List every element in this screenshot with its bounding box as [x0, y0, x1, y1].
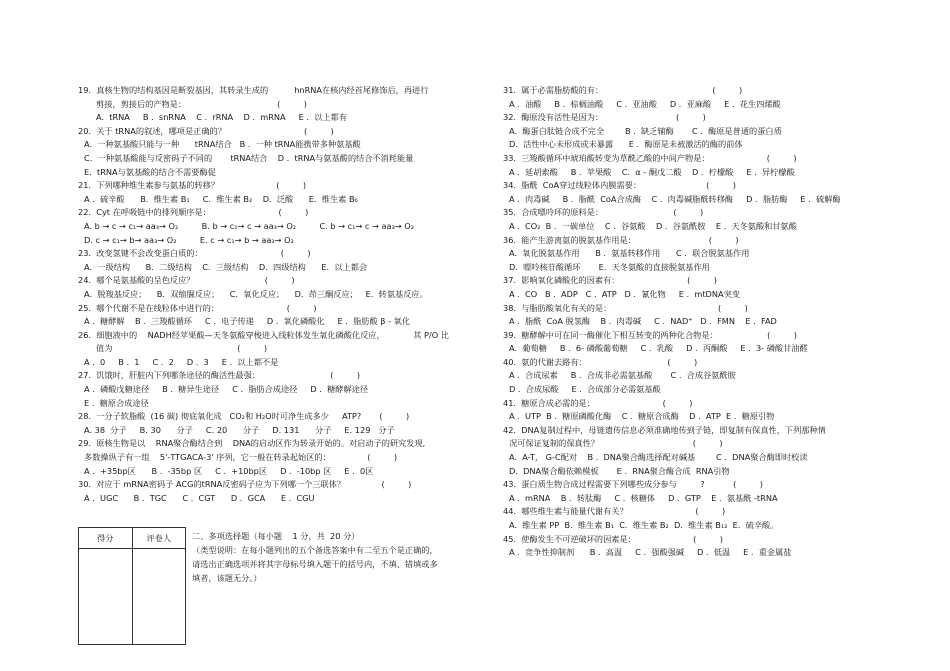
right-line: A . 合成尿素 B . 合成非必需氨基酸 C . 合成谷氨酰胺	[509, 370, 736, 381]
left-question: 22. Cyt 在呼吸链中的排列顺序是： ( )	[78, 207, 309, 218]
left-line: E . 糖原合成途径	[84, 397, 149, 408]
right-line: A . 油酸 B . 棕榈油酸 C . 亚油酸 D . 亚麻酸 E . 花生四烯酸	[509, 98, 781, 109]
right-line: A . CO B . ADP C . ATP D . 氰化物 E . mtDNA突变	[509, 288, 740, 299]
left-line: A . 硫辛酸 B. 维生素 B₁ C. 维生素 B₂ D. 泛酸 E. 维生素 B₆	[84, 193, 358, 204]
right-line: A . CO₂ B . 一碳单位 C . 谷氨酸 D . 谷氨酰胺 E . 天冬氨酸和甘氨酸	[509, 220, 797, 231]
left-line: A . UGC B . TGC C . CGT D . GCA E . CGU	[84, 492, 315, 503]
right-column	[503, 84, 883, 560]
left-column	[78, 84, 466, 505]
left-question: 30. 对应于 mRNA密码子 ACG的tRNA反密码子应为下列哪一个三联体？ ( )	[78, 479, 412, 490]
left-question: 28. 一分子软脂酸 (16 碳) 彻底氧化成 CO₂和 H₂O时可净生成多少 ATP? ( )	[78, 411, 410, 422]
right-line: A . 竞争性抑制剂 B . 高温 C . 强酸强碱 D . 低温 E . 重金属盐	[509, 547, 792, 558]
right-question: 44. 哪些维生素与能量代谢有关？ ( )	[503, 506, 726, 517]
right-question: 37. 影响氧化磷酸化的因素有： ( )	[503, 275, 717, 286]
right-question: 32. 酶原没有活性是因为： ( )	[503, 112, 706, 123]
left-question: 23. 改变氢键不会改变蛋白质的： ( )	[78, 248, 311, 259]
left-question: 26. 细胞液中的 NADH经苹果酸—天冬氨酸穿梭进入线粒体发生氧化磷酸化反应， 其 P/O 比	[78, 329, 449, 340]
section2-line: （类型说明：在每小题列出的五个备选答案中有二至五个是正确的，	[192, 545, 438, 555]
right-line: A . mRNA B . 转肽酶 C . 核糖体 D . GTP E . 氨基酰 -tRNA	[509, 492, 778, 503]
right-line: A. 维生素 PP B. 维生素 B₁ C. 维生素 B₂ D. 维生素 B₁₂ E. 硫辛酸。	[509, 520, 779, 530]
right-line: D. 活性中心未形成或未暴露 E . 酶原是未被激活的酶的前体	[509, 139, 743, 150]
left-question: 19. 真核生物的结构基因是断裂基因，其转录生成的 hnRNA在核内经首尾修饰后，再进行	[78, 85, 429, 95]
right-line: D. 嘌呤核苷酸循环 E. 天冬氨酸的直接脱氨基作用	[509, 261, 710, 272]
left-line: A. tRNA B . snRNA C . rRNA D . mRNA E . 以上都有	[96, 112, 347, 123]
right-line: A . 脂酰 CoA 脱氢酶 B . 肉毒碱 C . NAD⁺ D . FMN E . FAD	[509, 316, 777, 327]
left-question: 20. 关于 tRNA的叙述，哪项是正确的？ ( )	[78, 125, 334, 136]
left-line: A . +35bp区 B . -35bp 区 C . +10bp区 D . -10bp 区 E . 0区	[84, 465, 374, 476]
right-line: 况可保证复制的保真性？ ( )	[509, 438, 723, 449]
left-question: 24. 哪个是氨基酸的呈色反应？ ( )	[78, 275, 295, 286]
section2-line: 请选出正确选项并将其字母标号填入题干的括号内，不填、错填或多	[192, 559, 438, 569]
grader-header: 评卷人	[132, 528, 186, 548]
grader-cell[interactable]	[132, 549, 186, 645]
left-question: 29. 原核生物是以 RNA聚合酶结合到 DNA的启动区作为转录开始的。对启动子的研究发现,	[78, 438, 426, 449]
right-line: A . 延胡索酸 B . 苹果酸 C. α - 酮戊二酸 D . 柠檬酸 E . 异柠檬酸	[509, 166, 795, 177]
left-line: A. 一级结构 B. 二级结构 C. 三级结构 D. 四级结构 E. 以上都会	[84, 261, 368, 272]
right-question: 41. 糖原合成必需的是： ( )	[503, 397, 693, 408]
right-question: 33. 三羧酸循环中琥珀酸转变为草酰乙酸的中间产物是： ( )	[503, 152, 797, 163]
right-question: 39. 糖酵解中可在同一酶催化下相互转变的两种化合物是： ( )	[503, 329, 797, 340]
right-line: A . UTP B . 糖原磷酸化酶 C . 糖原合成酶 D . ATP E . 糖原引物	[509, 411, 775, 422]
left-question: 21. 下列哪种维生素参与氨基的转移？ ( )	[78, 180, 307, 191]
left-line: 剪接，剪接后的产物是： ( )	[96, 98, 307, 109]
left-question: 27. 饥饿时，肝脏内下列哪条途径的酶活性最强： ( )	[78, 370, 361, 381]
left-line: C. 一种氨基酸能与反密码子不同的 tRNA结合 D . tRNA与氨基酸的结合不消耗能量	[84, 152, 414, 163]
section2-line: 二、多项选择题（每小题 1 分，共 20 分）	[192, 531, 360, 541]
right-line: D. DNA聚合酶依赖模板 E . RNA聚合酶合成 RNA引物	[509, 465, 730, 476]
right-line: A. 酶蛋白肽链合成不完全 B . 缺乏辅酶 C . 酶原是普通的蛋白质	[509, 125, 782, 136]
right-question: 35. 合成嘌呤环的原料是： ( )	[503, 207, 704, 218]
score-header: 得分	[97, 532, 114, 543]
right-question: 40. 氨的代谢去路有： ( )	[503, 356, 698, 367]
right-question: 38. 与脂肪酸氧化有关的是： ( )	[503, 302, 748, 313]
left-line: 值为 ( )	[96, 343, 268, 354]
left-line: A. 一种氨基酸只能与一种 tRNA结合 B . 一种 tRNA能携带多种氨基酸	[84, 139, 361, 150]
right-line: A. A-T， G-C配对 B . DNA聚合酶选择配对碱基 C . DNA聚合酶即时校读	[509, 452, 808, 463]
left-line: D. c → c₁→ b→ aa₃→ O₂ E. c → c₁→ b → aa₃→ O₂	[84, 234, 294, 245]
left-line: A . 0 B . 1 C . 2 D . 3 E . 以上都不是	[84, 356, 279, 367]
right-line: A . 肉毒碱 B . 脂酰 CoA合成酶 C . 肉毒碱脂酰转移酶 D . 脂肪酶 E . 硫解酶	[509, 193, 841, 204]
right-question: 45. 使酶发生不可逆破坏的因素是： ( )	[503, 533, 723, 544]
left-question: 25. 哪个代谢不是在线粒体中进行的： ( )	[78, 302, 317, 313]
section-2-instructions	[192, 529, 462, 585]
right-question: 34. 脂酰 CoA穿过线粒体内膜需要： ( )	[503, 180, 736, 191]
right-question: 43. 蛋白质生物合成过程需要下列哪些成分参与 ? ( )	[503, 479, 763, 490]
right-question: 36. 能产生游离氨的脱氨基作用是： ( )	[503, 234, 739, 245]
left-line: A . 糖酵解 B . 三羧酸循环 C . 电子传递 D . 氧化磷酸化 E . 脂肪酸 β - 氧化	[84, 316, 411, 327]
right-question: 42. DNA复制过程中，母链遗传信息必须准确地传到子链，即复制有保真性，下列那种情	[503, 424, 826, 435]
left-line: E. tRNA与氨基酸的结合不需要酶促	[84, 166, 216, 177]
right-line: A. 葡萄糖 B . 6- 磷酸葡萄糖 C . 乳酸 D . 丙酮酸 E . 3- 磷酸甘油醛	[509, 343, 808, 354]
left-line: A. b → c → c₁→ aa₃→ O₂ B. b → c₁→ c → aa₃→ O₂ C. b → c₁→ c → aa₃→ O₂	[84, 220, 414, 231]
section2-line: 填者，该题无分。）	[192, 573, 262, 583]
score-cell[interactable]	[79, 549, 132, 645]
right-question: 31. 属于必需脂肪酸的有： ( )	[503, 85, 743, 95]
left-line: A. 38 分子 B. 30 分子 C. 20 分子 D. 131 分子 E. 129 分子	[84, 424, 395, 435]
left-line: A . 磷酸戊糖途径 B . 糖异生途径 C . 脂肪合成途径 D . 糖酵解途径	[84, 384, 369, 395]
left-line: A. 脱羧基反应； B. 双缩脲反应； C. 氧化反应； D. 茚三酮反应； E. 转氨基反应。	[84, 288, 428, 299]
right-line: A. 氧化脱氨基作用 B . 氨基转移作用 C . 联合脱氨基作用	[509, 248, 750, 259]
left-line: 多数操纵子有一组 5'-TTGACA-3' 序列，它一般在转录起始区的： ( )	[84, 452, 398, 463]
score-table	[78, 527, 186, 645]
right-line: D . 合成尿酸 E . 合成部分必需氨基酸	[509, 384, 661, 395]
